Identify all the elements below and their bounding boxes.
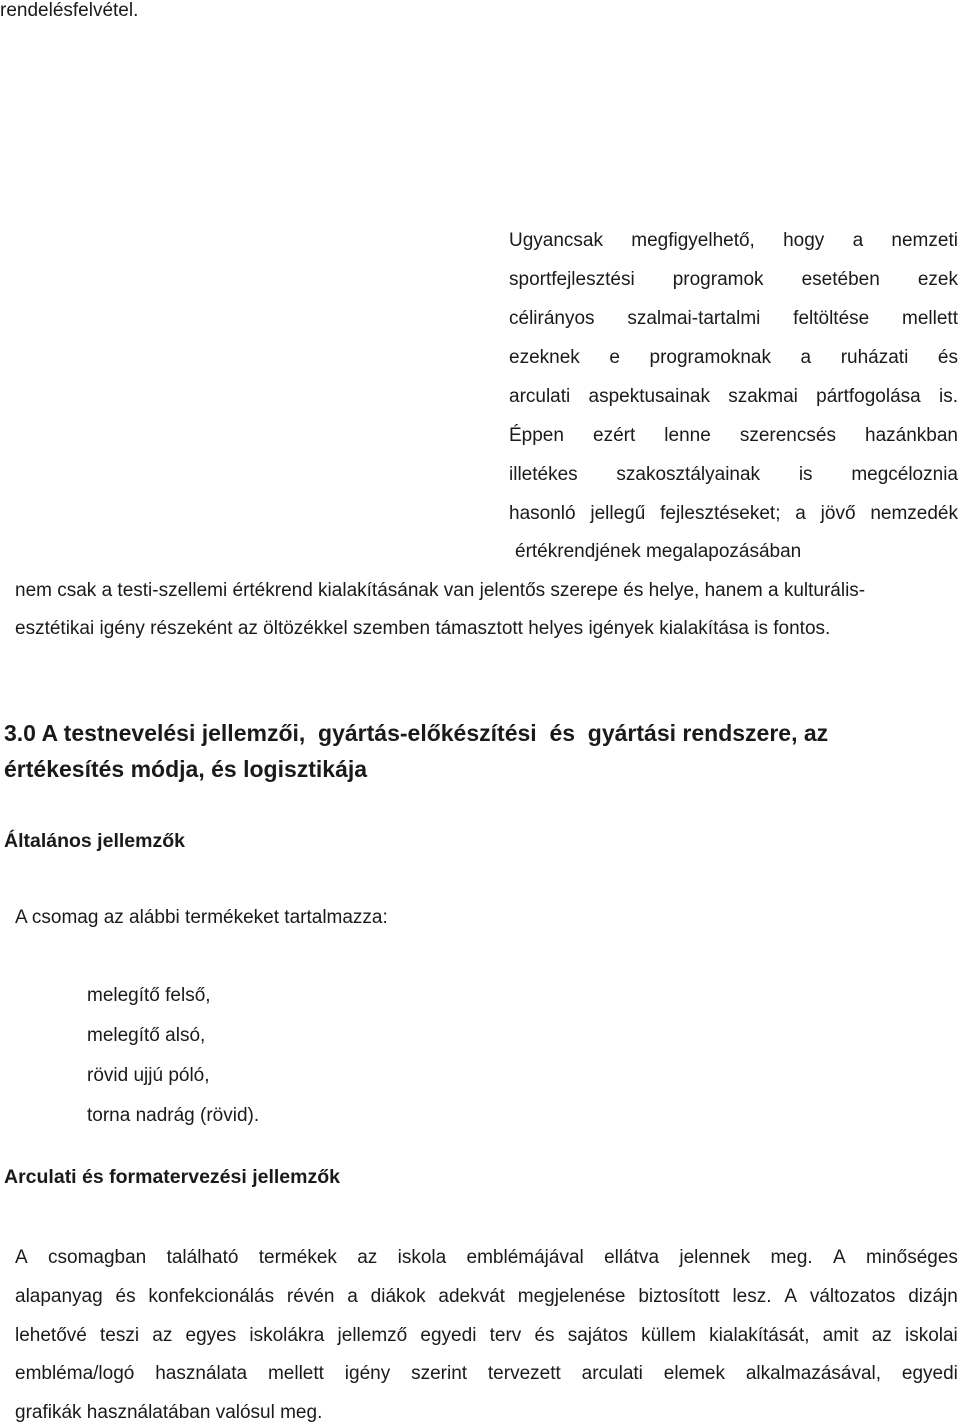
full-paragraph-line-1: nem csak a testi-szellemi értékrend kialakításának van jelentős szerepe és helye, hanem a kulturális- xyxy=(15,580,866,601)
design-line xyxy=(15,1325,958,1347)
word: minőséges xyxy=(866,1247,958,1268)
word: kialakítását, xyxy=(709,1325,810,1346)
word: ezért xyxy=(593,425,636,446)
word: Éppen xyxy=(509,425,564,446)
word: megcéloznia xyxy=(851,464,958,485)
word: Ugyancsak xyxy=(509,230,603,251)
word: és xyxy=(937,347,958,368)
word: az xyxy=(152,1325,173,1346)
indented-line xyxy=(509,464,958,486)
word: alapanyag xyxy=(15,1286,103,1307)
word: A xyxy=(784,1286,798,1307)
word: mellett xyxy=(902,308,958,329)
word: jellegű xyxy=(590,503,646,524)
word: egyedi xyxy=(420,1325,477,1346)
word: ezeknek xyxy=(509,347,580,368)
word: nemzedék xyxy=(870,503,958,524)
word: egyes xyxy=(185,1325,237,1346)
word: lenne xyxy=(664,425,711,446)
word: szakmai xyxy=(728,386,798,407)
word: és xyxy=(115,1286,136,1307)
word: egyedi xyxy=(901,1363,958,1384)
word: csomagban xyxy=(48,1247,147,1268)
word: iskolákra xyxy=(249,1325,325,1346)
indented-line xyxy=(509,503,958,525)
word: teszi xyxy=(100,1325,140,1346)
word: arculati xyxy=(509,386,571,407)
general-heading: Általános jellemzők xyxy=(4,830,185,852)
word: sajátos xyxy=(567,1325,628,1346)
word: hogy xyxy=(783,230,825,251)
word: a xyxy=(852,230,864,251)
word: hasonló xyxy=(509,503,576,524)
word: lesz. xyxy=(732,1286,772,1307)
word: feltöltése xyxy=(793,308,870,329)
word: diákok xyxy=(370,1286,426,1307)
word: használata xyxy=(155,1363,248,1384)
word: programoknak xyxy=(649,347,771,368)
word: alkalmazásával, xyxy=(745,1363,882,1384)
word: iskolai xyxy=(904,1325,958,1346)
indented-line xyxy=(509,347,958,369)
word: megfigyelhető, xyxy=(631,230,755,251)
design-line xyxy=(15,1247,958,1269)
package-item: melegítő alsó, xyxy=(87,1025,206,1046)
section-heading-line-2: értékesítés módja, és logisztikája xyxy=(4,756,368,782)
word: elemek xyxy=(663,1363,725,1384)
word: az xyxy=(871,1325,892,1346)
word: A xyxy=(833,1247,846,1268)
indented-line xyxy=(509,230,958,252)
word: amit xyxy=(822,1325,859,1346)
word: tervezett xyxy=(487,1363,561,1384)
word: meg. xyxy=(770,1247,813,1268)
section-heading-line-1: 3.0 A testnevelési jellemzői, gyártás-előkészítési és gyártási rendszere, az xyxy=(4,720,829,746)
word: is. xyxy=(938,386,958,407)
word: is xyxy=(798,464,813,485)
word: pártfogolása xyxy=(816,386,921,407)
word: szakosztályainak xyxy=(616,464,761,485)
indented-line xyxy=(509,308,958,330)
word: nemzeti xyxy=(891,230,958,251)
package-intro: A csomag az alábbi termékeket tartalmazza: xyxy=(15,907,388,928)
word: célirányos xyxy=(509,308,595,329)
word: megjelenése xyxy=(517,1286,626,1307)
package-item: rövid ujjú póló, xyxy=(87,1065,210,1086)
word: található xyxy=(166,1247,239,1268)
top-fragment: rendelésfelvétel. xyxy=(0,0,139,21)
word: szerint xyxy=(411,1363,468,1384)
word: az xyxy=(357,1247,378,1268)
word: termékek xyxy=(258,1247,337,1268)
word: adekvát xyxy=(438,1286,505,1307)
indented-line xyxy=(509,386,958,408)
word: sportfejlesztési xyxy=(509,269,635,290)
full-paragraph-line-2: esztétikai igény részeként az öltözékkel szemben támasztott helyes igények kialakítása is fontos. xyxy=(15,618,831,639)
word: ellátva xyxy=(604,1247,660,1268)
word: fejlesztéseket; xyxy=(660,503,781,524)
word: a xyxy=(347,1286,358,1307)
word: e xyxy=(609,347,620,368)
word: változatos xyxy=(809,1286,896,1307)
word: révén xyxy=(286,1286,335,1307)
word: programok xyxy=(672,269,764,290)
indented-line xyxy=(509,269,958,291)
design-heading: Arculati és formatervezési jellemzők xyxy=(4,1166,340,1188)
word: a xyxy=(800,347,812,368)
word: emblémájával xyxy=(466,1247,584,1268)
word: mellett xyxy=(267,1363,324,1384)
word: szalmai-tartalmi xyxy=(627,308,761,329)
word: lehetővé xyxy=(15,1325,87,1346)
word: jelennek xyxy=(679,1247,751,1268)
word: jövő xyxy=(820,503,856,524)
word: konfekcionálás xyxy=(148,1286,275,1307)
indented-line xyxy=(509,425,958,447)
design-paragraph-last-line: grafikák használatában valósul meg. xyxy=(15,1402,323,1423)
word: hazánkban xyxy=(865,425,958,446)
word: aspektusainak xyxy=(588,386,710,407)
design-line xyxy=(15,1363,958,1385)
word: szerencsés xyxy=(739,425,836,446)
word: és xyxy=(534,1325,555,1346)
word: ruházati xyxy=(840,347,909,368)
indented-paragraph-last-line: értékrendjének megalapozásában xyxy=(515,541,802,562)
word: A xyxy=(15,1247,28,1268)
design-line xyxy=(15,1286,958,1308)
word: illetékes xyxy=(509,464,578,485)
word: esetében xyxy=(801,269,880,290)
word: terv xyxy=(489,1325,522,1346)
word: iskola xyxy=(397,1247,447,1268)
word: ezek xyxy=(917,269,958,290)
word: dizájn xyxy=(908,1286,958,1307)
package-item: torna nadrág (rövid). xyxy=(87,1105,260,1126)
word: küllem xyxy=(641,1325,696,1346)
word: arculati xyxy=(581,1363,643,1384)
package-item: melegítő felső, xyxy=(87,985,211,1006)
word: a xyxy=(795,503,806,524)
word: jellemző xyxy=(337,1325,408,1346)
word: biztosított xyxy=(638,1286,720,1307)
word: embléma/logó xyxy=(15,1363,135,1384)
word: igény xyxy=(344,1363,391,1384)
